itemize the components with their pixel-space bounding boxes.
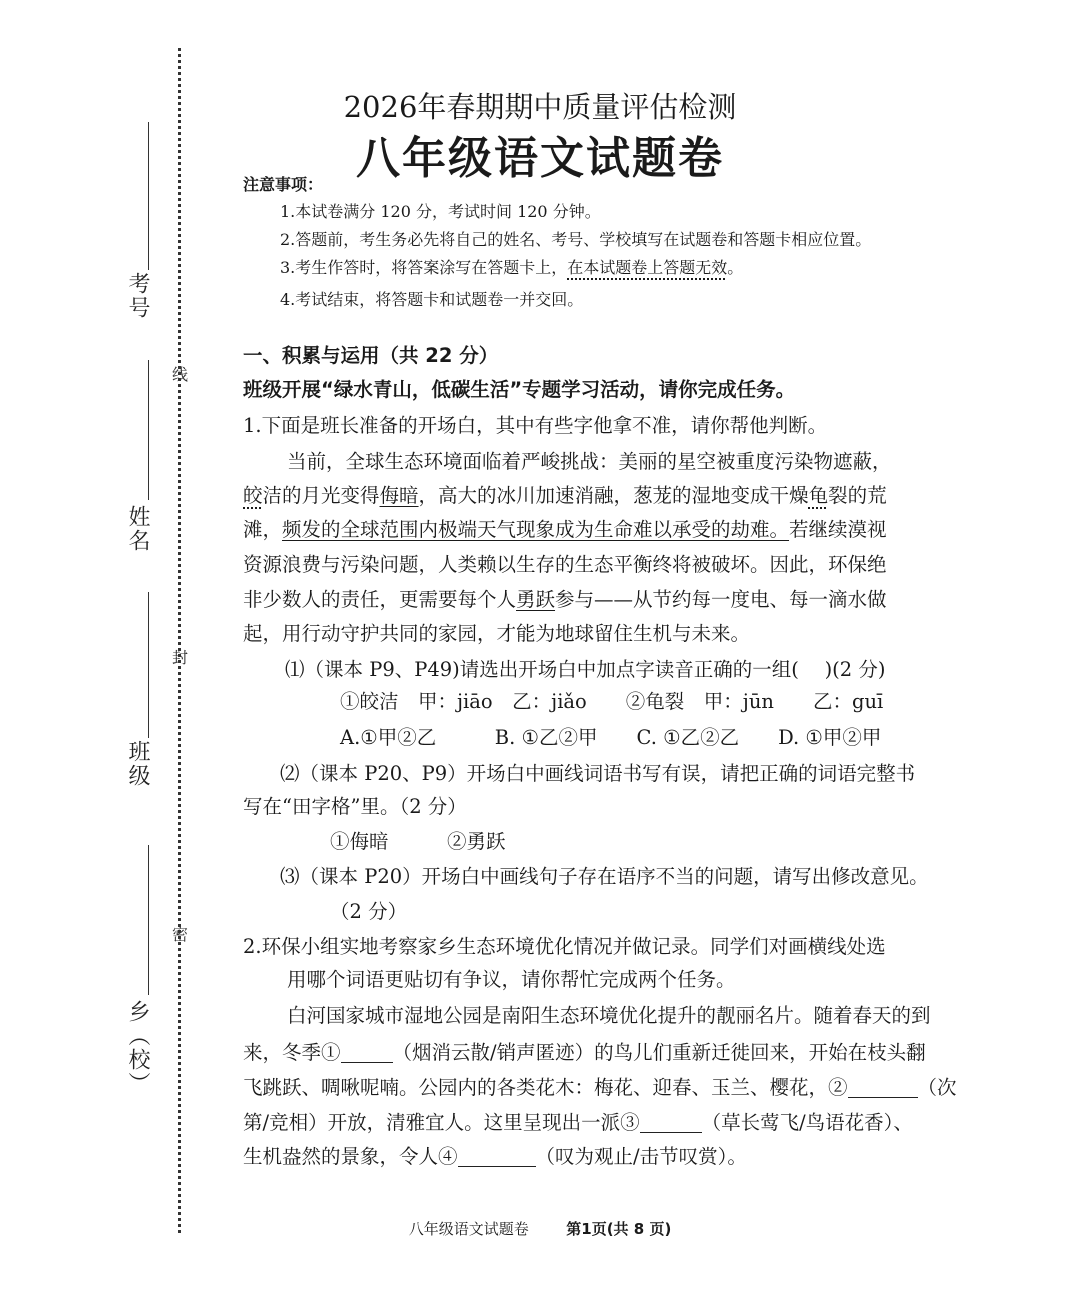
q2-passage-line-1: 白河国家城市湿地公园是南阳生态环境优化提升的靓丽名片。随着春天的到 xyxy=(287,1004,931,1027)
name-field[interactable] xyxy=(148,360,149,500)
school-label: 乡（校） xyxy=(125,1000,150,1096)
q1-sub1-pinyin: ①皎洁 甲：jiāo 乙：jiǎo ②龟裂 甲：jūn 乙：guī xyxy=(340,690,884,713)
q1-sub2-stem-2: 写在“田字格”里。（2 分） xyxy=(243,795,467,818)
binding-char-seal: 封 xyxy=(172,648,189,667)
q2-stem-1: 2.环保小组实地考察家乡生态环境优化情况并做记录。同学们对画横线处选 xyxy=(243,935,886,958)
q2-passage-line-2: 来，冬季① （烟消云散/销声匿迹）的鸟儿们重新迁徙回来，开始在枝头翻 xyxy=(243,1041,926,1064)
notice-item-3: 3.考生作答时，将答案涂写在答题卡上，在本试题卷上答题无效。 xyxy=(280,258,744,277)
class-field[interactable] xyxy=(148,592,149,738)
q1-sub3-stem: ⑶（课本 P20）开场白中画线句子存在语序不当的问题，请写出修改意见。 xyxy=(280,865,929,888)
blank-2[interactable] xyxy=(848,1077,918,1098)
passage-line-4: 资源浪费与污染问题，人类赖以生存的生态平衡终将被破坏。因此，环保绝 xyxy=(243,553,887,576)
footer-paper-name: 八年级语文试题卷 xyxy=(408,1220,529,1238)
school-field[interactable] xyxy=(148,845,149,995)
notice-heading: 注意事项： xyxy=(243,175,324,194)
q2-stem-2: 用哪个词语更贴切有争议，请你帮忙完成两个任务。 xyxy=(287,968,736,991)
notice-item-2: 2.答题前，考生务必先将自己的姓名、考号、学校填写在试题卷和答题卡相应位置。 xyxy=(280,230,872,249)
q1-sub3-score: （2 分） xyxy=(330,900,408,923)
binding-dotted-line xyxy=(178,48,181,1233)
binding-char-secret: 密 xyxy=(172,925,189,944)
q1-sub1-choices[interactable]: A.①甲②乙 B. ①乙②甲 C. ①乙②乙 D. ①甲②甲 xyxy=(340,726,882,749)
blank-4[interactable] xyxy=(458,1146,536,1167)
blank-1[interactable] xyxy=(341,1042,393,1063)
section-heading: 一、积累与运用（共 22 分） xyxy=(243,344,499,367)
passage-line-6: 起，用行动守护共同的家园，才能为地球留住生机与未来。 xyxy=(243,622,751,645)
q1-sub1-stem: ⑴（课本 P9、P49)请选出开场白中加点字读音正确的一组( )(2 分) xyxy=(285,658,886,681)
q2-passage-line-5: 生机盎然的景象，令人④ （叹为观止/击节叹赏）。 xyxy=(243,1145,747,1168)
subject-title: 八年级语文试题卷 xyxy=(356,133,724,184)
page-footer xyxy=(0,1218,1080,1239)
q2-passage-line-4: 第/竞相）开放，清雅宜人。这里呈现出一派③ （草长莺飞/鸟语花香）、 xyxy=(243,1111,913,1134)
passage-line-2: 皎洁的月光变得侮暗，高大的冰川加速消融，葱茏的湿地变成干燥龟裂的荒 xyxy=(243,484,887,507)
exam-title: 2026年春期期中质量评估检测 xyxy=(343,90,737,124)
exam-number-label: 考号 xyxy=(125,272,150,320)
notice-item-4: 4.考试结束，将答题卡和试题卷一并交回。 xyxy=(280,290,584,309)
q1-stem: 1.下面是班长准备的开场白，其中有些字他拿不准，请你帮他判断。 xyxy=(243,414,828,437)
footer-page-info: 第1页(共 8 页) xyxy=(566,1220,672,1238)
class-label: 班级 xyxy=(125,740,150,788)
passage-line-5: 非少数人的责任，更需要每个人勇跃参与——从节约每一度电、每一滴水做 xyxy=(243,588,887,611)
binding-char-line: 线 xyxy=(172,365,189,384)
q1-sub2-stem: ⑵（课本 P20、P9）开场白中画线词语书写有误，请把正确的词语完整书 xyxy=(280,762,916,785)
activity-theme: 班级开展“绿水青山，低碳生活”专题学习活动，请你完成任务。 xyxy=(243,378,796,401)
q2-passage-line-3: 飞跳跃、啁啾呢喃。公园内的各类花木：梅花、迎春、玉兰、樱花，② （次 xyxy=(243,1076,957,1099)
name-label: 姓名 xyxy=(125,505,150,553)
passage-line-3: 滩，频发的全球范围内极端天气现象成为生命难以承受的劫难。若继续漠视 xyxy=(243,518,887,541)
q1-sub2-items: ①侮暗 ②勇跃 xyxy=(330,830,506,853)
notice-item-1: 1.本试卷满分 120 分，考试时间 120 分钟。 xyxy=(280,202,601,221)
emphasis-text: 在本试题卷上答题无效 xyxy=(567,258,728,277)
passage-line-1: 当前，全球生态环境面临着严峻挑战：美丽的星空被重度污染物遮蔽， xyxy=(287,450,892,473)
blank-3[interactable] xyxy=(640,1112,702,1133)
